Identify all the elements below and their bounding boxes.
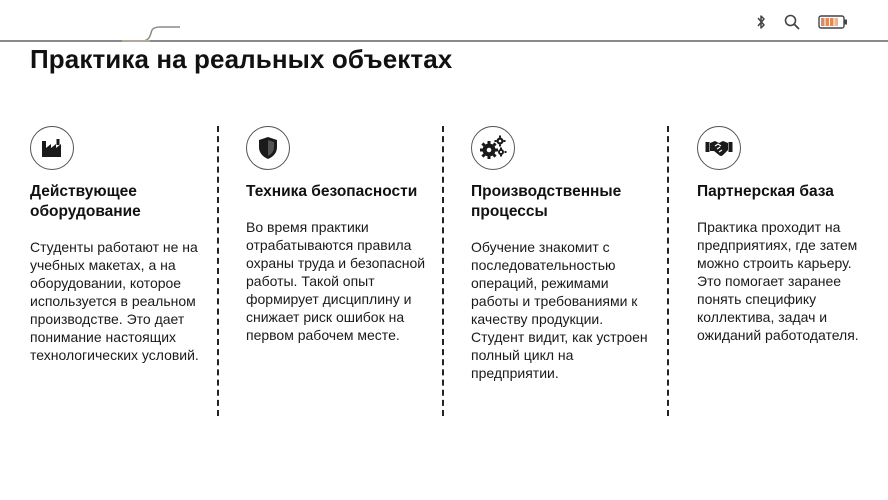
- feature-card-safety: [246, 126, 426, 344]
- feature-card-processes: [471, 126, 651, 382]
- column-divider: [217, 126, 219, 416]
- feature-title: Техника безопасности: [246, 183, 418, 200]
- feature-text: Обучение знакомит с последовательностью операций, режимами работы и требованиями к качеству продукции. Студент видит, как устроен полный цикл на предприятии.: [471, 239, 648, 381]
- tab-notch: [120, 26, 180, 42]
- feature-card-equipment: [30, 126, 230, 364]
- feature-title: Партнерская база: [697, 183, 834, 200]
- battery-icon: [818, 12, 848, 32]
- gears-icon: [471, 126, 515, 170]
- status-icons: [756, 12, 848, 32]
- feature-title: Действующее оборудование: [30, 183, 141, 220]
- factory-icon: [30, 126, 74, 170]
- column-divider: [667, 126, 669, 416]
- search-icon[interactable]: [784, 12, 800, 32]
- feature-card-partners: [697, 126, 867, 344]
- shield-icon: [246, 126, 290, 170]
- feature-text: Во время практики отрабатываются правила охраны труда и безопасной работы. Такой опыт формирует дисциплину и снижает риск ошибок на первом рабочем месте.: [246, 219, 426, 343]
- page-title: Практика на реальных объектах: [30, 44, 453, 74]
- feature-title: Производственные процессы: [471, 183, 622, 220]
- bluetooth-icon[interactable]: [756, 12, 766, 32]
- column-divider: [442, 126, 444, 416]
- handshake-icon: [697, 126, 741, 170]
- feature-text: Практика проходит на предприятиях, где затем можно строить карьеру. Это помогает заранее понять специфику коллектива, задач и ожиданий работодателя.: [697, 219, 859, 343]
- feature-text: Студенты работают не на учебных макетах, а на оборудовании, которое используется в реальном производстве. Это дает понимание настоящих технологических условий.: [30, 239, 199, 363]
